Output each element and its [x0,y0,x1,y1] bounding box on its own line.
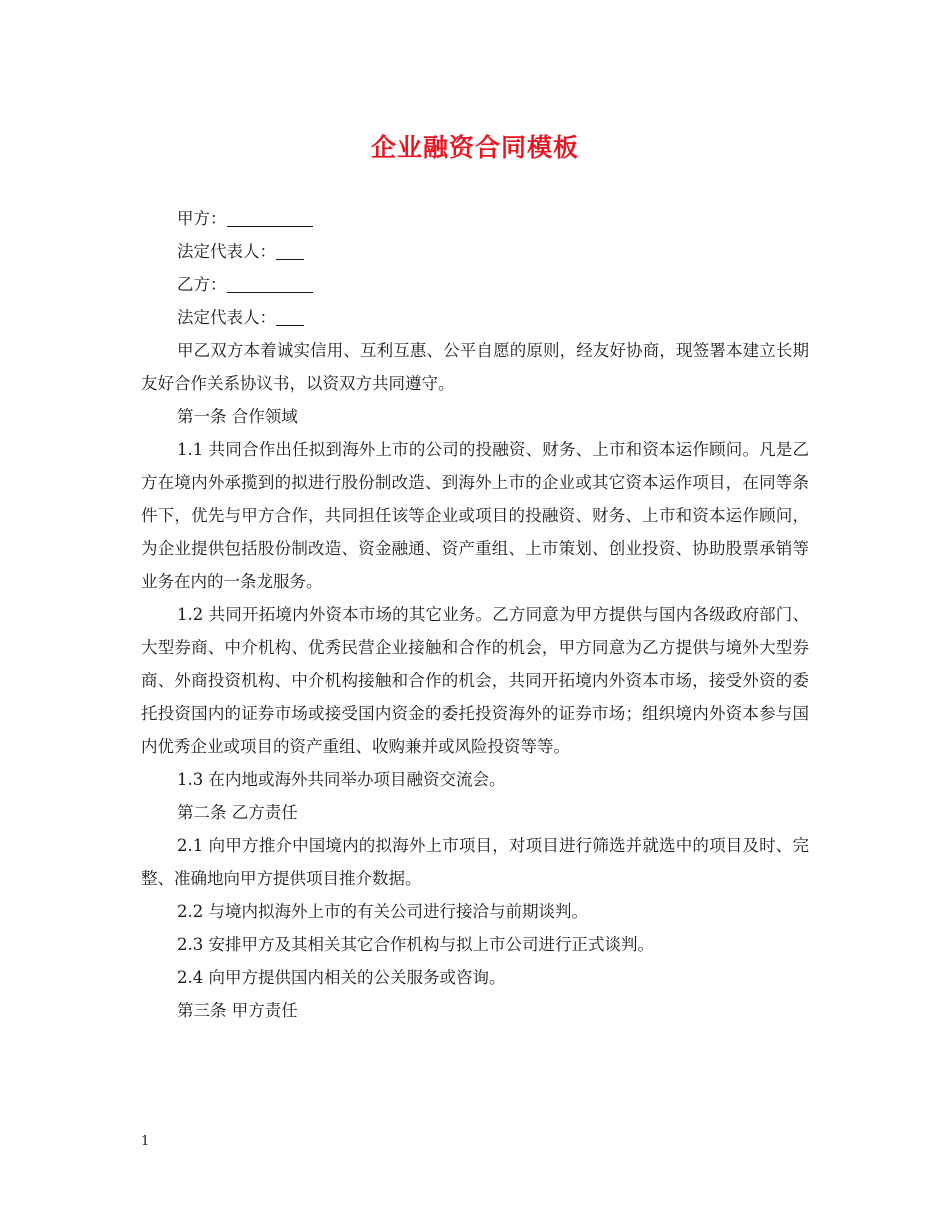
clause-2-3: 2.3 安排甲方及其相关其它合作机构与拟上市公司进行正式谈判。 [177,935,654,954]
party-a-label: 甲方： [177,209,227,228]
party-b-rep-blank [276,307,304,326]
clause-1-3: 1.3 在内地或海外共同举办项目融资交流会。 [177,770,506,789]
clause-1-2: 1.2 共同开拓境内外资本市场的其它业务。乙方同意为甲方提供与国内各级政府部门、大型券商、中介机构、优秀民营企业接触和合作的机会，甲方同意为乙方提供与境外大型券商、外商投资机构、中介机构接触和合作的机会，共同开拓境内外资本市场，接受外资的委托投资国内的证券市场或接受国内资金的委托投资海外的证券市场；组织境内外资本参与国内优秀企业或项目的资产重组、收购兼并或风险投资等等。 [141,605,809,756]
party-a-rep-line [141,235,809,268]
article-1-heading: 第一条 合作领域 [177,407,298,426]
clause-2-1: 2.1 向甲方推介中国境内的拟海外上市项目，对项目进行筛选并就选中的项目及时、完整、准确地向甲方提供项目推介数据。 [141,836,809,888]
clause-2-2: 2.2 与境内拟海外上市的有关公司进行接洽与前期谈判。 [177,902,588,921]
article-2-heading: 第二条 乙方责任 [177,803,298,822]
article-3-heading: 第三条 甲方责任 [177,1001,298,1020]
page-number: 1 [141,1134,150,1149]
party-b-rep-label: 法定代表人： [177,308,276,327]
party-a-blank [227,208,313,227]
preamble-paragraph: 甲乙双方本着诚实信用、互利互惠、公平自愿的原则，经友好协商，现签署本建立长期友好合作关系协议书，以资双方共同遵守。 [141,341,809,393]
party-a-rep-label: 法定代表人： [177,242,276,261]
party-b-rep-line [141,301,809,334]
document-body [141,202,809,1027]
party-b-label: 乙方： [177,275,227,294]
document-title: 企业融资合同模板 [370,133,579,162]
clause-2-4: 2.4 向甲方提供国内相关的公关服务或咨询。 [177,968,506,987]
party-b-blank [227,274,313,293]
party-b-line [141,268,809,301]
clause-1-1: 1.1 共同合作出任拟到海外上市的公司的投融资、财务、上市和资本运作顾问。凡是乙方在境内外承揽到的拟进行股份制改造、到海外上市的企业或其它资本运作项目，在同等条件下，优先与甲方合作，共同担任该等企业或项目的投融资、财务、上市和资本运作顾问，为企业提供包括股份制改造、资金融通、资产重组、上市策划、创业投资、协助股票承销等业务在内的一条龙服务。 [141,440,809,591]
party-a-rep-blank [276,241,304,260]
party-a-line [141,202,809,235]
